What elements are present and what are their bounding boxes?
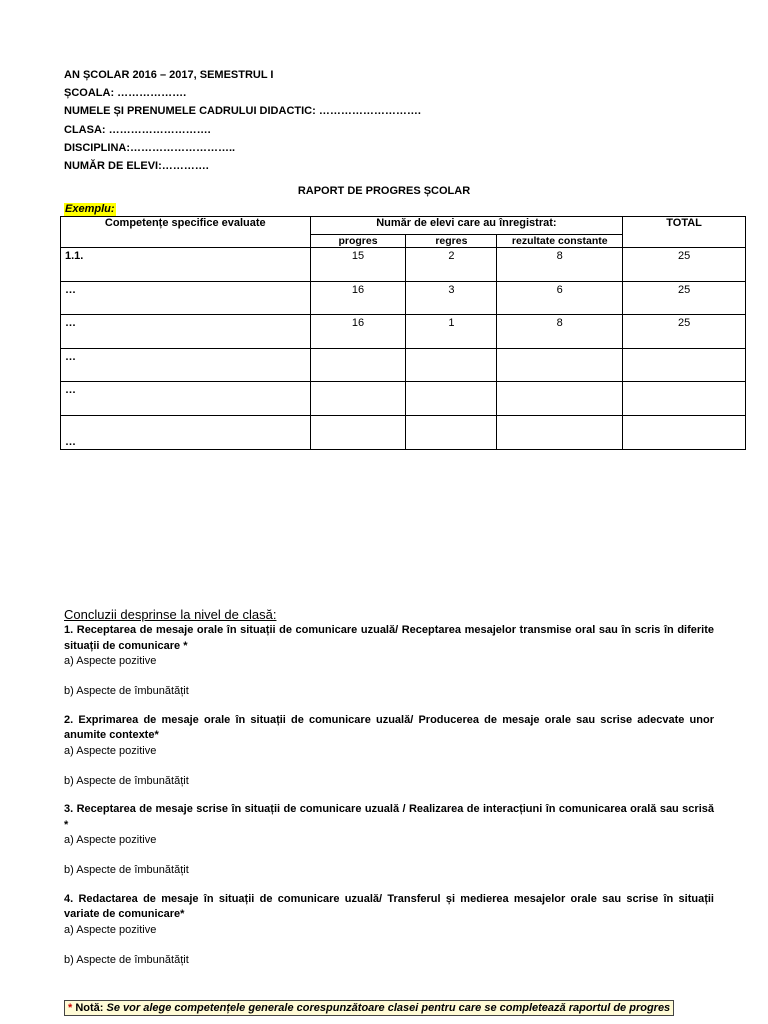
cell-progres — [310, 415, 406, 450]
cell-constante — [497, 382, 623, 416]
table-row — [61, 248, 746, 282]
improvement-aspects-1: b) Aspecte de îmbunătățit — [64, 685, 189, 697]
header-regres: regres — [406, 235, 497, 248]
class-name: CLASA: ………………………. — [64, 123, 211, 136]
header-group: Număr de elevi care au înregistrat: — [310, 217, 623, 235]
cell-competenta: … — [61, 348, 311, 382]
cell-competenta: … — [61, 315, 311, 349]
report-title: RAPORT DE PROGRES ȘCOLAR — [297, 185, 471, 197]
table-row — [61, 348, 746, 382]
cell-regres — [406, 382, 497, 416]
cell-total — [623, 415, 746, 450]
table-row — [61, 281, 746, 315]
cell-regres — [406, 348, 497, 382]
cell-competenta: … — [61, 281, 311, 315]
cell-constante: 6 — [497, 281, 623, 315]
header-competente: Competențe specifice evaluate — [61, 217, 311, 248]
cell-regres: 3 — [406, 281, 497, 315]
table-row — [61, 382, 746, 416]
cell-total: 25 — [623, 315, 746, 349]
example-label: Exemplu: — [65, 203, 115, 215]
footnote-label: Notă: — [75, 1002, 104, 1014]
student-count: NUMĂR DE ELEVI:…………. — [64, 160, 209, 173]
positive-aspects-3: a) Aspecte pozitive — [64, 834, 157, 846]
footnote-text: Se vor alege competențele generale corespunzătoare clasei pentru care se completează raportul de progres — [106, 1002, 671, 1014]
cell-constante: 8 — [497, 315, 623, 349]
cell-total: 25 — [623, 248, 746, 282]
cell-total: 25 — [623, 281, 746, 315]
footnote-star: * — [68, 1002, 73, 1014]
cell-regres — [406, 415, 497, 450]
improvement-aspects-3: b) Aspecte de îmbunătățit — [64, 864, 189, 876]
cell-total — [623, 348, 746, 382]
positive-aspects-1: a) Aspecte pozitive — [64, 655, 157, 667]
cell-progres: 15 — [310, 248, 406, 282]
header-total: TOTAL — [623, 217, 746, 248]
positive-aspects-4: a) Aspecte pozitive — [64, 923, 157, 936]
footnote-box — [64, 1000, 674, 1016]
header-progres: progres — [310, 235, 406, 248]
cell-progres: 16 — [310, 315, 406, 349]
header-constante: rezultate constante — [497, 235, 623, 248]
conclusions-title: Concluzii desprinse la nivel de clasă: — [64, 607, 277, 622]
cell-regres: 2 — [406, 248, 497, 282]
cell-progres: 16 — [310, 281, 406, 315]
school-year: AN ȘCOLAR 2016 – 2017, SEMESTRUL I — [64, 69, 274, 81]
school-name: ȘCOALA: ………………. — [64, 87, 187, 100]
teacher-name: NUMELE ȘI PRENUMELE CADRULUI DIDACTIC: ………………………. — [64, 105, 421, 118]
discipline: DISCIPLINA:……………………….. — [64, 141, 236, 154]
progress-table — [60, 216, 746, 450]
competence-2: 2. Exprimarea de mesaje orale în situații de comunicare uzuală/ Producerea de mesaje orale sau scrise adecvate unor anumite contexte* — [64, 713, 714, 741]
cell-constante — [497, 348, 623, 382]
cell-competenta: … — [61, 382, 311, 416]
cell-competenta: 1.1. — [61, 248, 311, 282]
competence-1: 1. Receptarea de mesaje orale în situații de comunicare uzuală/ Receptarea mesajelor transmise oral sau în scris în diferite situații de comunicare * — [64, 624, 714, 652]
header-block — [64, 66, 421, 175]
competence-3: 3. Receptarea de mesaje scrise în situații de comunicare uzuală / Realizarea de interacțiuni în comunicarea orală sau scrisă * — [64, 803, 714, 831]
positive-aspects-2: a) Aspecte pozitive — [64, 744, 157, 757]
conclusions-section — [64, 607, 714, 968]
cell-progres — [310, 348, 406, 382]
cell-progres — [310, 382, 406, 416]
table-row — [61, 315, 746, 349]
improvement-aspects-2: b) Aspecte de îmbunătățit — [64, 774, 189, 787]
table-row — [61, 415, 746, 450]
cell-regres: 1 — [406, 315, 497, 349]
cell-constante: 8 — [497, 248, 623, 282]
cell-constante — [497, 415, 623, 450]
competence-4: 4. Redactarea de mesaje în situații de comunicare uzuală/ Transferul și medierea mesajelor orale sau scrise în situații variate de comunicare* — [64, 892, 714, 920]
cell-competenta: … — [61, 415, 311, 450]
cell-total — [623, 382, 746, 416]
improvement-aspects-4: b) Aspecte de îmbunătățit — [64, 953, 189, 966]
